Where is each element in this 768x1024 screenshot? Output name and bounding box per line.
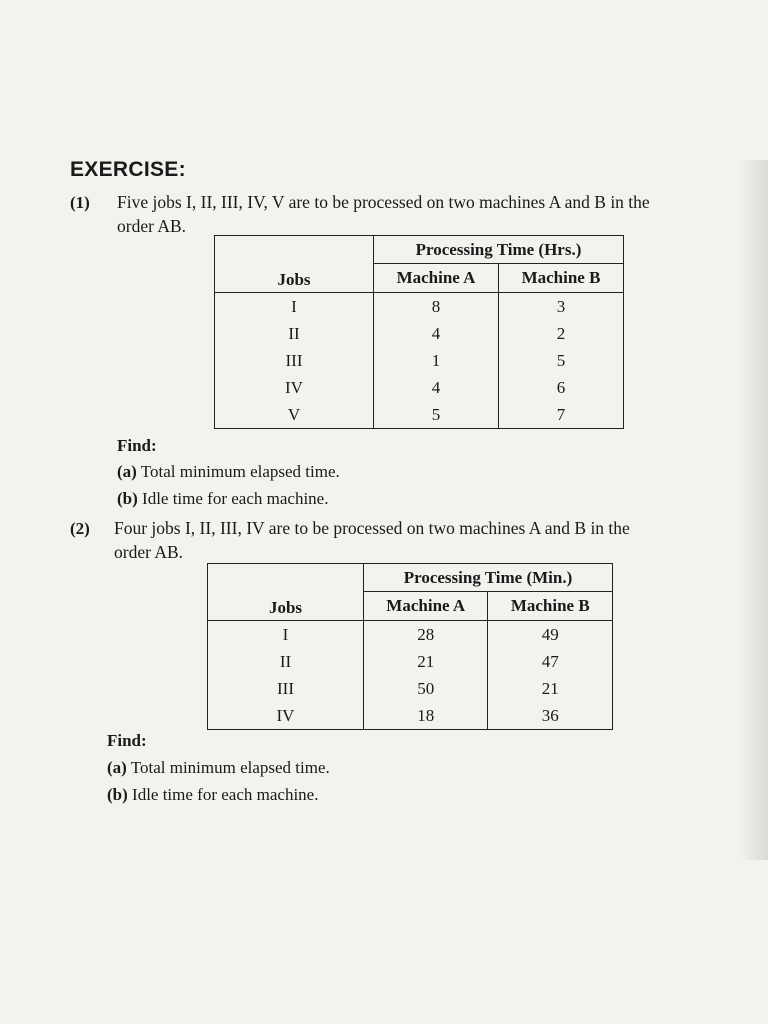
page-edge-shadow (740, 160, 768, 860)
q1-header-jobs: Jobs (215, 236, 374, 293)
q2-table-row (208, 675, 613, 702)
q1-cell-job: III (215, 347, 374, 374)
q2-header-machine-b: Machine B (488, 592, 613, 621)
q2-table-row (208, 648, 613, 675)
q2-table-row (208, 702, 613, 730)
q1-cell-machine-a: 8 (374, 293, 499, 321)
q1-table-row (215, 374, 624, 401)
q1-cell-machine-a: 4 (374, 320, 499, 347)
q2-cell-job: IV (208, 702, 364, 730)
q1-part-a-label: (a) (117, 462, 137, 481)
q1-processing-table (214, 235, 624, 429)
q1-cell-job: V (215, 401, 374, 429)
q2-cell-job: II (208, 648, 364, 675)
q1-find-label: Find: (117, 436, 157, 455)
q2-part-b-label: (b) (107, 785, 128, 804)
q1-part-b (117, 489, 328, 509)
q1-cell-machine-b: 7 (499, 401, 624, 429)
q1-table-row (215, 347, 624, 374)
q1-cell-machine-b: 2 (499, 320, 624, 347)
q2-cell-job: III (208, 675, 364, 702)
q1-part-b-label: (b) (117, 489, 138, 508)
q1-text-line1: Five jobs I, II, III, IV, V are to be processed on two machines A and B in the (117, 192, 650, 212)
q2-find-label: Find: (107, 731, 147, 750)
q2-header-jobs: Jobs (208, 564, 364, 621)
q1-cell-machine-a: 4 (374, 374, 499, 401)
q2-part-b (107, 785, 318, 805)
q1-cell-machine-b: 6 (499, 374, 624, 401)
q2-header-processing-time: Processing Time (Min.) (363, 564, 612, 592)
q2-cell-machine-b: 21 (488, 675, 613, 702)
q1-part-b-text: Idle time for each machine. (142, 489, 329, 508)
q1-table-row (215, 293, 624, 321)
q2-cell-machine-b: 49 (488, 621, 613, 649)
q1-text-line2: order AB. (117, 216, 187, 236)
q2-text-line1: Four jobs I, II, III, IV are to be processed on two machines A and B in the (114, 518, 630, 538)
q1-part-a (117, 462, 340, 482)
q1-table-row (215, 320, 624, 347)
q2-part-b-text: Idle time for each machine. (132, 785, 319, 804)
q2-text-line2: order AB. (114, 542, 184, 562)
q1-header-machine-a: Machine A (374, 264, 499, 293)
q1-cell-job: IV (215, 374, 374, 401)
q2-processing-table (207, 563, 613, 730)
q2-cell-machine-a: 28 (363, 621, 488, 649)
q1-part-a-text: Total minimum elapsed time. (140, 462, 340, 481)
q2-table-row (208, 621, 613, 649)
q2-cell-machine-b: 36 (488, 702, 613, 730)
q2-cell-job: I (208, 621, 364, 649)
q1-cell-machine-b: 3 (499, 293, 624, 321)
q1-cell-job: II (215, 320, 374, 347)
q1-header-processing-time: Processing Time (Hrs.) (374, 236, 624, 264)
q2-cell-machine-b: 47 (488, 648, 613, 675)
q1-header-machine-b: Machine B (499, 264, 624, 293)
q1-cell-machine-a: 1 (374, 347, 499, 374)
q2-cell-machine-a: 21 (363, 648, 488, 675)
q2-cell-machine-a: 50 (363, 675, 488, 702)
q2-part-a (107, 758, 330, 778)
q2-header-machine-a: Machine A (363, 592, 488, 621)
q1-cell-machine-b: 5 (499, 347, 624, 374)
q2-part-a-text: Total minimum elapsed time. (130, 758, 330, 777)
q2-number: (2) (70, 519, 90, 538)
q1-table-row (215, 401, 624, 429)
q1-number: (1) (70, 193, 90, 212)
q1-cell-machine-a: 5 (374, 401, 499, 429)
exercise-heading: EXERCISE: (70, 158, 186, 181)
q2-part-a-label: (a) (107, 758, 127, 777)
q2-cell-machine-a: 18 (363, 702, 488, 730)
q1-cell-job: I (215, 293, 374, 321)
